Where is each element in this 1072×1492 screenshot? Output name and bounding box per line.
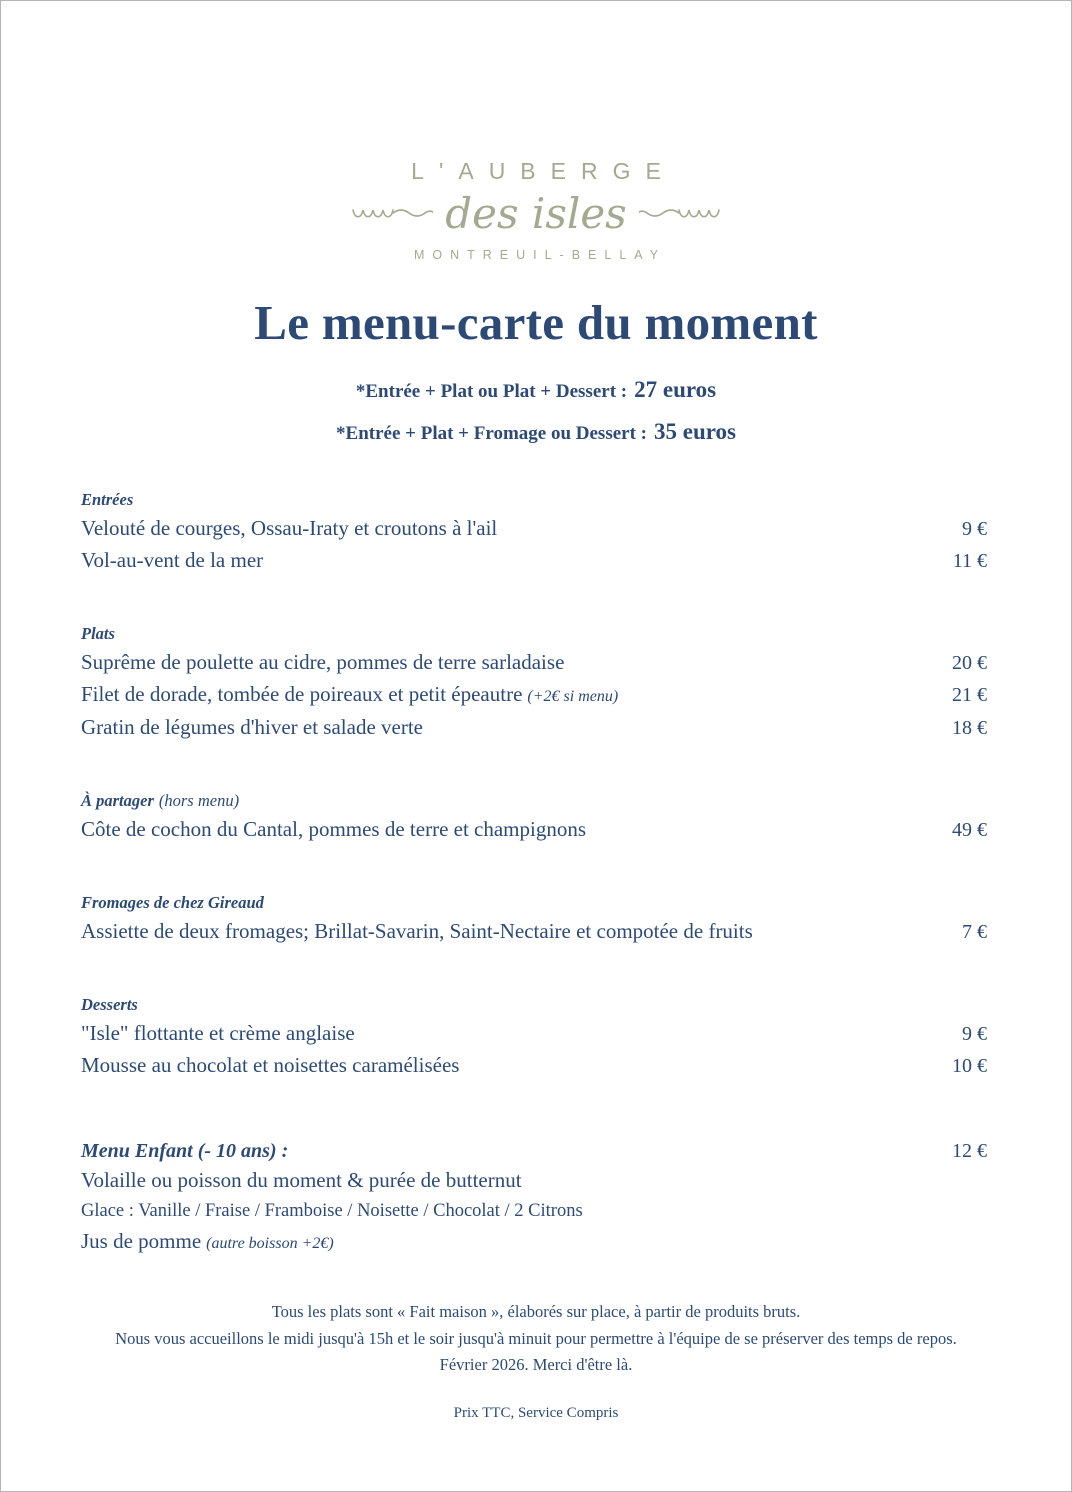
- item-name: Filet de dorade, tombée de poireaux et petit épeautre: [81, 682, 523, 707]
- kids-item: [81, 1226, 987, 1259]
- kids-price: 12 €: [952, 1140, 987, 1163]
- footer-line: Tous les plats sont « Fait maison », élaborés sur place, à partir de produits bruts.: [271, 1302, 801, 1322]
- section-heading-label: À partager: [81, 791, 154, 811]
- menu-item: [81, 712, 987, 744]
- section-heading: [81, 790, 987, 812]
- section-heading: Fromages de chez Gireaud: [81, 893, 264, 913]
- menu-section-enfant: [81, 1138, 987, 1259]
- formula-label: *Entrée + Plat + Fromage ou Dessert :: [336, 423, 647, 445]
- footer-line: Février 2026. Merci d'être là.: [439, 1355, 633, 1375]
- footer-line: Nous vous accueillons le midi jusqu'à 15h et le soir jusqu'à minuit pour permettre à l'équipe de se préserver des temps de repos.: [115, 1328, 957, 1348]
- logo-script-row: [1, 185, 1071, 243]
- kids-item: [81, 1165, 987, 1196]
- item-price: 9 €: [962, 518, 987, 541]
- menu-section-a-partager: [81, 790, 987, 846]
- section-heading-note: (hors menu): [158, 791, 240, 811]
- menu-item: [81, 647, 987, 679]
- squiggle-right-icon: [639, 204, 723, 224]
- menu-item: [81, 679, 987, 712]
- item-name: Velouté de courges, Ossau-Iraty et croutons à l'ail: [81, 516, 498, 541]
- footer-info: [1, 1299, 1071, 1423]
- item-name: Glace : Vanille / Fraise / Framboise / Noisette / Chocolat / 2 Citrons: [81, 1201, 583, 1222]
- formula-line-2: [1, 418, 1071, 447]
- logo-city: MONTREUIL-BELLAY: [413, 248, 667, 263]
- item-name: Côte de cochon du Cantal, pommes de terre et champignons: [81, 817, 587, 842]
- menu-section-entrees: [81, 489, 987, 577]
- item-name: Vol-au-vent de la mer: [81, 548, 264, 573]
- item-name: "Isle" flottante et crème anglaise: [81, 1021, 355, 1046]
- formula-price: 27 euros: [634, 377, 717, 403]
- section-heading: Plats: [81, 624, 115, 644]
- item-name: Suprême de poulette au cidre, pommes de terre sarladaise: [81, 650, 565, 675]
- footer-note: Prix TTC, Service Compris: [453, 1404, 619, 1421]
- item-name: Gratin de légumes d'hiver et salade verte: [81, 715, 423, 740]
- formula-label: *Entrée + Plat ou Plat + Dessert :: [355, 381, 628, 403]
- menu-item: [81, 1050, 987, 1082]
- formula-price: 35 euros: [653, 419, 736, 445]
- menu-item: [81, 513, 987, 545]
- item-price: 11 €: [952, 550, 987, 573]
- menu-item: [81, 545, 987, 577]
- logo-name: L'AUBERGE: [411, 158, 676, 184]
- item-price: 18 €: [952, 717, 987, 740]
- item-name: Assiette de deux fromages; Brillat-Savarin, Saint-Nectaire et compotée de fruits: [81, 919, 753, 944]
- squiggle-left-icon: [349, 204, 433, 224]
- menu-section-desserts: [81, 994, 987, 1082]
- item-price: 49 €: [952, 819, 987, 842]
- menu-item: [81, 916, 987, 948]
- menu-section-plats: [81, 623, 987, 744]
- kids-heading-row: [81, 1138, 987, 1165]
- item-price: 10 €: [952, 1055, 987, 1078]
- menu-item: [81, 814, 987, 846]
- item-price: 21 €: [952, 684, 987, 707]
- kids-item: [81, 1196, 987, 1226]
- menu-section-fromages: [81, 892, 987, 948]
- kids-heading: Menu Enfant (- 10 ans) :: [81, 1140, 289, 1163]
- page-title: Le menu-carte du moment: [254, 295, 818, 351]
- item-note: (autre boisson +2€): [206, 1235, 334, 1253]
- item-price: 7 €: [962, 921, 987, 944]
- item-name: Mousse au chocolat et noisettes caramélisées: [81, 1053, 460, 1078]
- formula-line-1: [1, 376, 1071, 405]
- menu-item: [81, 1018, 987, 1050]
- menu-body: [1, 489, 1071, 1259]
- item-price: 20 €: [952, 652, 987, 675]
- item-name: Volaille ou poisson du moment & purée de butternut: [81, 1168, 522, 1193]
- logo-script-name: des isles: [445, 189, 627, 239]
- item-price: 9 €: [962, 1023, 987, 1046]
- item-name: Jus de pomme: [81, 1229, 202, 1254]
- section-heading: Entrées: [81, 490, 134, 510]
- item-note: (+2€ si menu): [527, 688, 619, 706]
- section-heading: Desserts: [81, 995, 138, 1015]
- restaurant-logo: [1, 1, 1071, 262]
